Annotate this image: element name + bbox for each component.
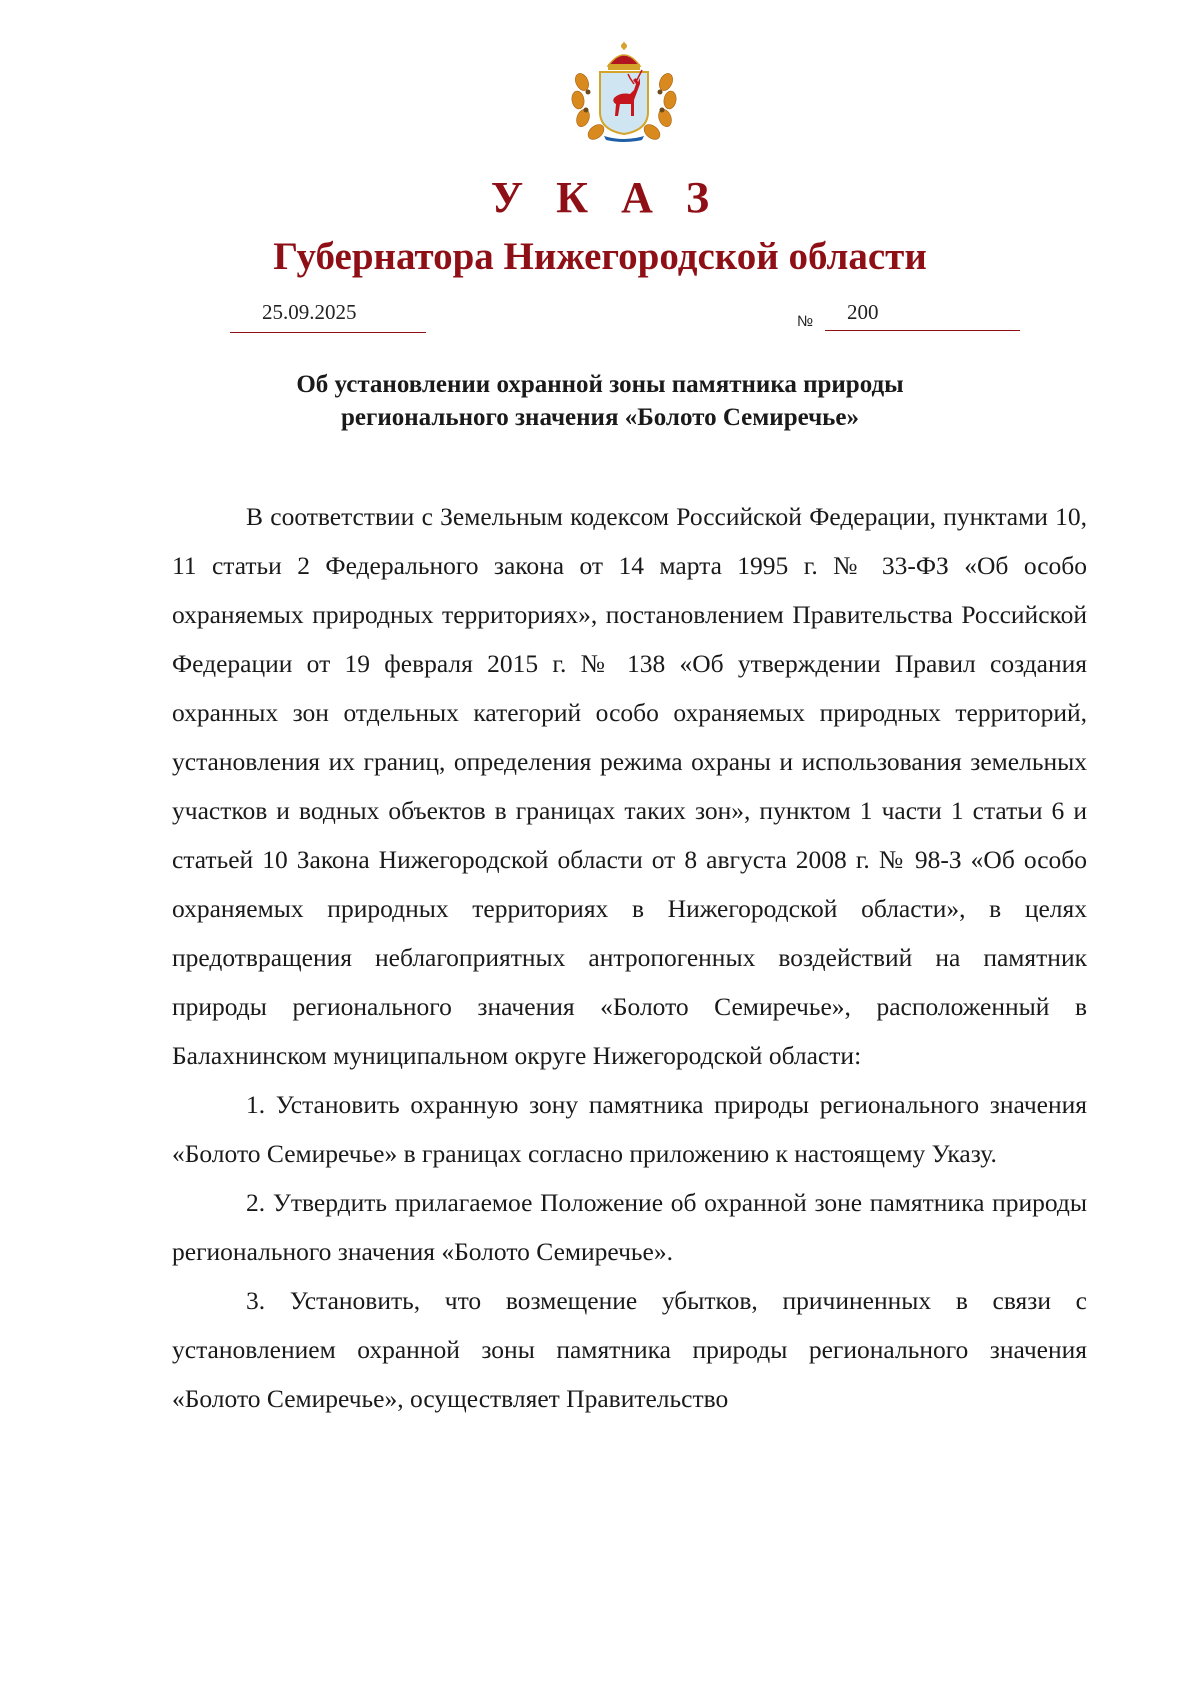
item-3-paragraph: 3. Установить, что возмещение убытков, причиненных в связи с установлением охранной зоны памятника природы регионального значения «Болото Семиречье», осуществляет Правительство: [172, 1286, 1087, 1413]
number-sign: №: [797, 313, 814, 330]
item-1-paragraph: 1. Установить охранную зону памятника природы регионального значения «Болото Семиречье» в границах согласно приложению к настоящему Указу.: [172, 1090, 1087, 1168]
subject-line-1: Об установлении охранной зоны памятника природы: [296, 371, 904, 398]
subject-line-2: регионального значения «Болото Семиречье»: [340, 404, 860, 431]
preamble-paragraph: В соответствии с Земельным кодексом Российской Федерации, пунктами 10, 11 статьи 2 Федерального закона от 14 марта 1995 г. № 33-ФЗ «Об особо охраняемых природных территориях», постановлением Правительства Российской Федерации от 19 февраля 2015 г. № 138 «Об утверждении Правил создания охранных зон отдельных категорий особо охраняемых природных территорий, установления их границ, определения режима охраны и использования земельных участков и водных объектов в границах таких зон», пунктом 1 части 1 статьи 6 и статьей 10 Закона Нижегородской области от 8 августа 2008 г. № 98-З «Об особо охраняемых природных территориях в Нижегородской области», в целях предотвращения неблагоприятных антропогенных воздействий на памятник природы регионального значения «Болото Семиречье», расположенный в Балахнинском муниципальном округе Нижегородской области:: [172, 502, 1087, 1070]
number-field: [825, 300, 1020, 331]
document-number: 200: [847, 300, 879, 324]
date-field: [230, 300, 426, 333]
document-type-title: У К А З: [490, 173, 710, 222]
document-date: 25.09.2025: [262, 300, 357, 324]
document-subject: [0, 368, 1200, 434]
item-2-paragraph: 2. Утвердить прилагаемое Положение об охранной зоне памятника природы регионального значения «Болото Семиречье».: [172, 1188, 1087, 1266]
document-body: [172, 492, 1087, 1423]
issuer-title: Губернатора Нижегородской области: [273, 235, 927, 278]
coat-of-arms-emblem: [570, 40, 678, 142]
